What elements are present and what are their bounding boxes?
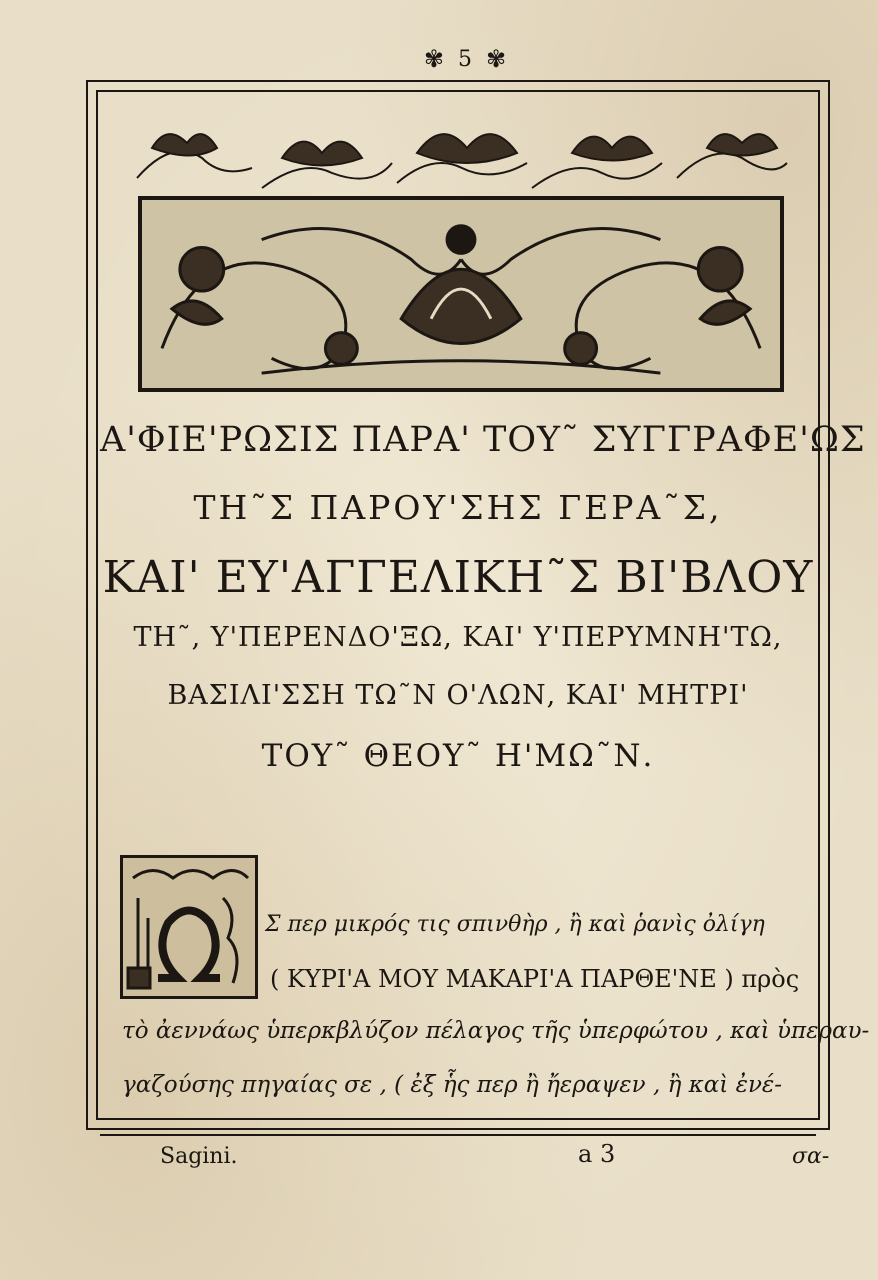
page-number: 5	[458, 46, 472, 72]
flower-row-icon	[132, 118, 792, 198]
ornament-left-icon: ✾	[423, 45, 444, 73]
dedication-title-line-6: ΤΟΥ˜ ΘΕΟΥ˜ Η'ΜΩ˜Ν.	[261, 738, 655, 774]
dedication-title-line-1: Α'ΦΙΕ'ΡΩΣΙΣ ΠΑΡΑ' ΤΟΥ˜ ΣΥΓΓΡΑΦΕ'ΩΣ	[100, 420, 866, 460]
bottom-rule	[100, 1134, 816, 1136]
page-header	[400, 42, 530, 76]
signature-label: Sagini.	[160, 1144, 238, 1169]
catchword: σα-	[792, 1144, 830, 1169]
dedication-title-line-4: ΤΗ˜, Υ'ΠΕΡΕΝΔΟ'ΞΩ, ΚΑΙ' Υ'ΠΕΡΥΜΝΗ'ΤΩ,	[133, 622, 783, 653]
body-text-line-4: γαζούσης πηγαίας σε , ( ἐξ ἧς περ ἢ ἤεραψεν , ἢ καὶ ἐνέ-	[122, 1072, 783, 1098]
dedication-title-line-5: ΒΑΣΙΛΙ'ΣΣΗ ΤΩ˜Ν Ο'ΛΩΝ, ΚΑΙ' ΜΗΤΡΙ'	[167, 680, 749, 711]
body-text-line-2: ( ΚΥΡΙ'Α ΜΟΥ ΜΑΚΑΡΙ'Α ΠΑΡΘΕ'ΝΕ ) πρὸς	[270, 965, 800, 993]
dedication-title-line-2: ΤΗ˜Σ ΠΑΡΟΥ'ΣΗΣ ΓΕΡΑ˜Σ,	[193, 488, 723, 527]
omega-initial-icon	[123, 858, 255, 996]
signature-mark: a 3	[578, 1140, 616, 1168]
ornament-right-icon: ✾	[486, 45, 507, 73]
flower-ornament-row	[132, 118, 792, 198]
dedication-title-line-3: ΚΑΙ' ΕΥ'ΑΓΓΕΛΙΚΗ˜Σ ΒΙ'ΒΛΟΥ	[102, 552, 814, 603]
body-text-line-3: τὸ ἀεννάως ὑπερκβλύζον πέλαγος τῆς ὑπερφώτου , καὶ ὑπεραυ-	[122, 1018, 870, 1044]
foliage-ornament-icon	[142, 200, 780, 388]
decorated-initial-omega	[120, 855, 258, 999]
woodcut-headpiece	[138, 196, 784, 392]
body-text-line-1: Σ περ μικρός τις σπινθὴρ , ἢ καὶ ῥανὶς ὀλίγη	[265, 912, 765, 937]
